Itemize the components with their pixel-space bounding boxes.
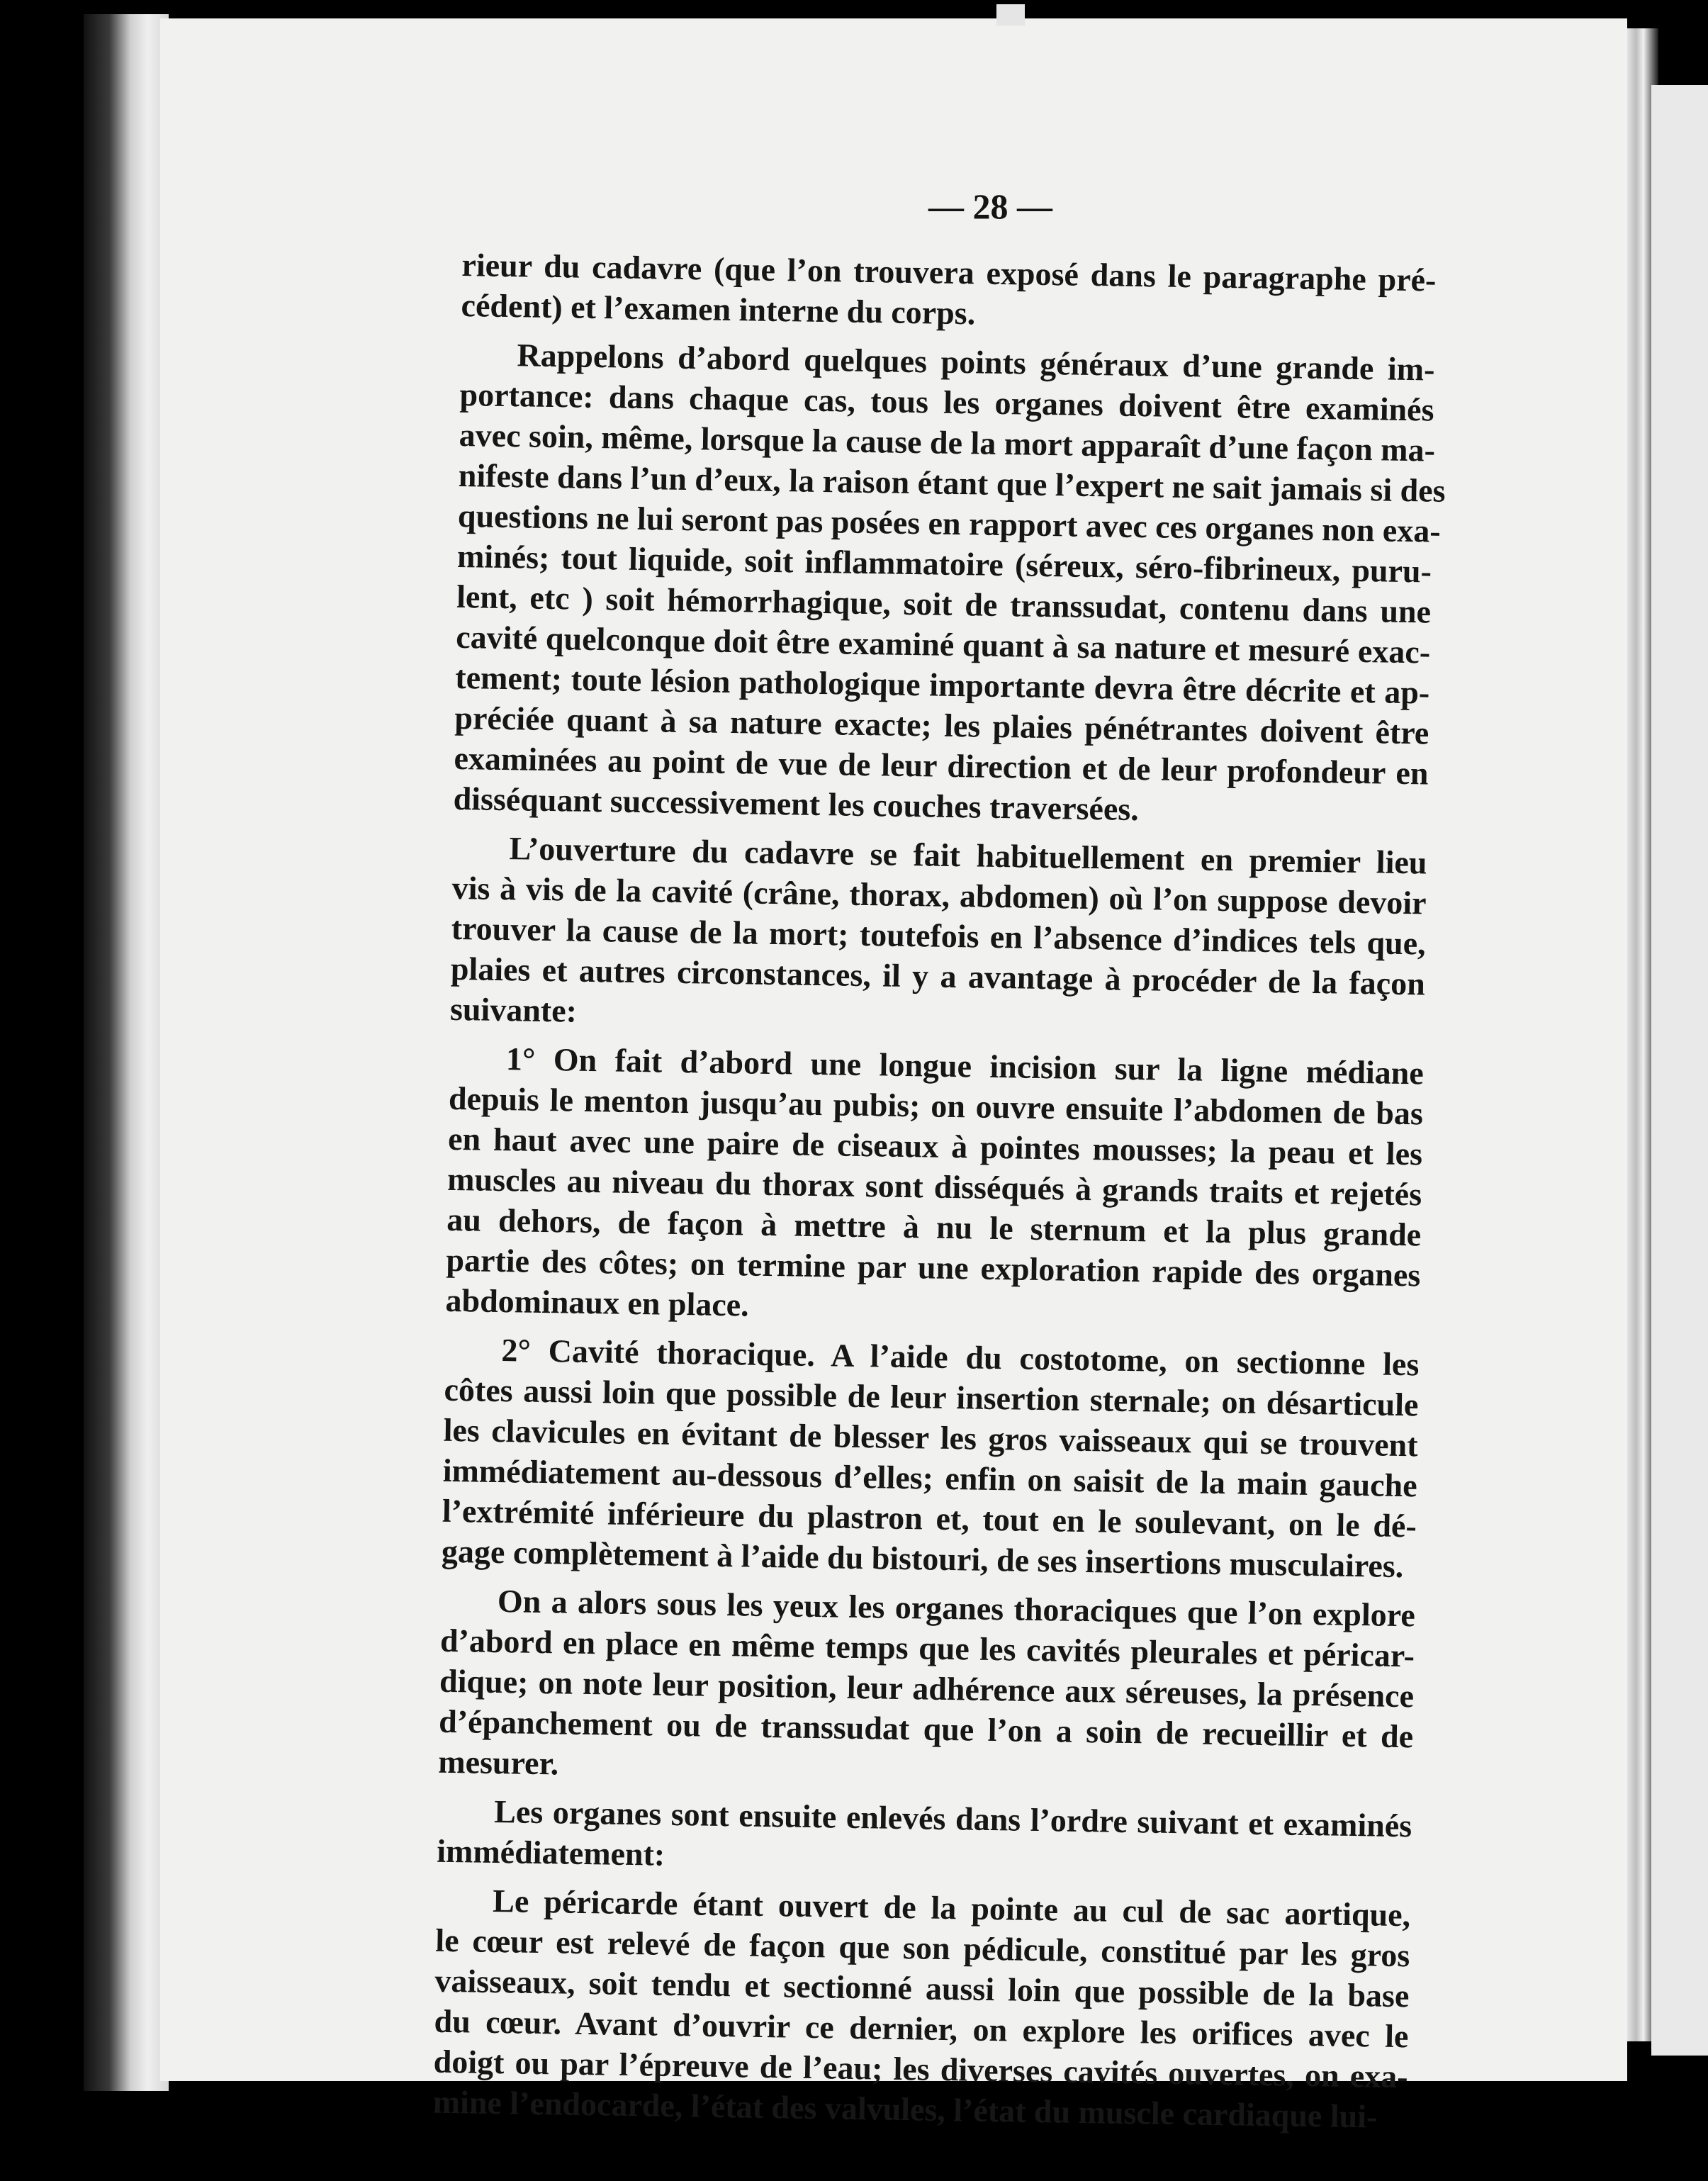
text-line: côtes aussi loin que possible de leur insertion sternale; on désarticule: [444, 1371, 1419, 1423]
text-line: cédent) et l’examen interne du corps.: [461, 286, 976, 332]
text-line: doigt ou par l’épreuve de l’eau; les diverses cavités ouvertes, on exa-: [433, 2043, 1408, 2095]
text-line: au dehors, de façon à mettre à nu le sternum et la plus grande: [446, 1201, 1422, 1253]
paragraph: [450, 827, 1427, 1045]
text-line: partie des côtes; on termine par une exploration rapide des organes: [446, 1241, 1421, 1294]
paragraph: [438, 1580, 1415, 1798]
text-line: 1° On fait d’abord une longue incision sur la ligne médiane: [505, 1041, 1425, 1092]
text-line: minés; tout liquide, soit inflammatoire (séreux, séro-fibrineux, puru-: [456, 537, 1432, 590]
text-line: questions ne lui seront pas posées en rapport avec ces organes non exa-: [457, 497, 1442, 549]
text-line: du cœur. Avant d’ouvrir ce dernier, on explore les orifices avec le: [434, 2002, 1409, 2055]
text-line: Les organes sont ensuite enlevés dans l’ordre suivant et examinés: [493, 1793, 1412, 1844]
text-line: cavité quelconque doit être examiné quant à sa nature et mesuré exac-: [455, 618, 1431, 671]
text-line: rieur du cadavre (que l’on trouvera exposé dans le paragraphe pré-: [461, 246, 1437, 298]
text-line: On a alors sous les yeux les organes thoraciques que l’on explore: [497, 1583, 1416, 1634]
text-line: depuis le menton jusqu’au pubis; on ouvre ensuite l’abdomen de bas: [448, 1080, 1424, 1132]
paragraph: [442, 1329, 1420, 1587]
text-line: disséquant successivement les couches traversées.: [453, 780, 1140, 828]
body-text: [432, 245, 1446, 2137]
text-line: avec soin, même, lorsque la cause de la mort apparaît d’une façon ma-: [459, 416, 1436, 469]
book-spine-edge: [84, 14, 169, 2091]
page-number: — 28 —: [928, 186, 1052, 226]
text-line: tement; toute lésion pathologique importante devra être décrite et ap-: [455, 658, 1430, 711]
text-line: les clavicules en évitant de blesser les gros vaisseaux qui se trouvent: [443, 1411, 1418, 1464]
paragraph: [453, 334, 1446, 834]
text-line: gage complètement à l’aide du bistouri, de ses insertions musculaires.: [441, 1532, 1404, 1585]
text-line: suivante:: [449, 990, 578, 1029]
text-line: vis à vis de la cavité (crâne, thorax, abdomen) où l’on suppose devoir: [451, 869, 1427, 921]
text-line: examinées au point de vue de leur direction et de leur profondeur en: [454, 739, 1429, 792]
text-line: immédiatement au-dessous d’elles; enfin on saisit de la main gauche: [442, 1452, 1418, 1504]
text-line: mesurer.: [437, 1743, 559, 1782]
paragraph: [432, 1880, 1410, 2138]
text-line: 2° Cavité thoracique. A l’aide du costotome, on sectionne les: [501, 1332, 1420, 1383]
text-line: L’ouverture du cadavre se fait habituellement en premier lieu: [509, 830, 1427, 881]
text-line: Rappelons d’abord quelques points généraux d’une grande im-: [517, 337, 1435, 388]
text-line: préciée quant à sa nature exacte; les plaies pénétrantes doivent être: [454, 699, 1429, 751]
text-line: l’extrémité inférieure du plastron et, tout en le soulevant, on le dé-: [442, 1492, 1417, 1544]
text-line: le cœur est relevé de façon que son pédicule, constitué par les gros: [435, 1922, 1410, 1974]
text-line: nifeste dans l’un d’eux, la raison étant que l’expert ne sait jamais si des: [458, 456, 1446, 509]
paragraph: [437, 1790, 1412, 1887]
text-line: vaisseaux, soit tendu et sectionné aussi loin que possible de la base: [434, 1962, 1410, 2014]
text-line: dique; on note leur position, leur adhérence aux séreuses, la présence: [439, 1662, 1415, 1715]
scan-artifact: [996, 4, 1025, 26]
facing-page: [1651, 85, 1708, 2056]
text-line: mine l’endocarde, l’état des valvules, l’état du muscle cardiaque lui-: [432, 2083, 1378, 2135]
text-line: abdominaux en place.: [445, 1282, 750, 1323]
paragraph: [445, 1038, 1424, 1336]
text-line: lent, etc ) soit hémorrhagique, soit de transsudat, contenu dans une: [456, 578, 1432, 630]
text-line: plaies et autres circonstances, il y a avantage à procéder de la façon: [450, 950, 1426, 1002]
text-line: Le péricarde étant ouvert de la pointe au cul de sac aortique,: [492, 1882, 1411, 1934]
text-line: muscles au niveau du thorax sont disséqués à grands traits et rejetés: [446, 1160, 1422, 1213]
text-line: d’épanchement ou de transsudat que l’on a soin de recueillir et de: [438, 1703, 1414, 1755]
paragraph: [461, 245, 1437, 341]
text-line: d’abord en place en même temps que les cavités pleurales et péricar-: [439, 1622, 1415, 1674]
text-line: trouver la cause de la mort; toutefois en l’absence d’indices tels que,: [451, 909, 1427, 962]
text-line: immédiatement:: [436, 1832, 665, 1873]
text-line: en haut avec une paire de ciseaux à pointes mousses; la peau et les: [447, 1120, 1423, 1172]
text-line: portance: dans chaque cas, tous les organes doivent être examinés: [459, 376, 1434, 428]
